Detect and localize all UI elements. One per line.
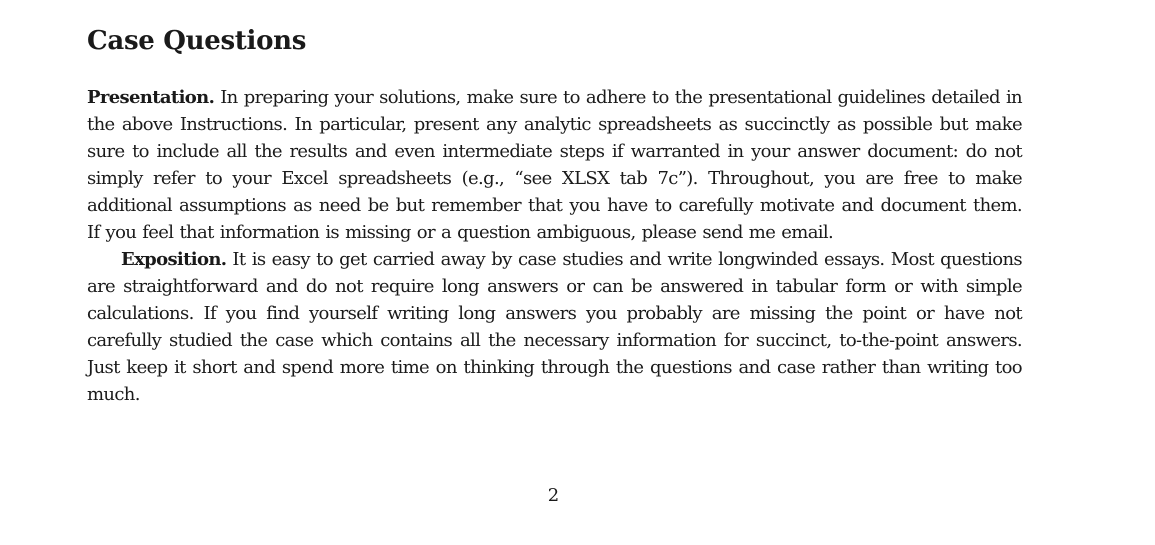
paragraph-presentation bbox=[87, 84, 1022, 246]
paragraph-text-exposition: It is easy to get carried away by case studies and write longwinded essays. Most questions are straightforward and do not require long answers or can be answered in tabular form or with simple calculations. If you find yourself writing long answers you probably are missing the point or have not carefully studied the case which contains all the necessary information for succinct, to-the-point answers. Just keep it short and spend more time on thinking through the questions and case rather than writing too much. bbox=[87, 249, 1022, 405]
paragraph-text-presentation: In preparing your solutions, make sure to adhere to the presentational guidelines detailed in the above Instructions. In particular, present any analytic spreadsheets as succinctly as possible but make sure to include all the results and even intermediate steps if warranted in your answer document: do not simply refer to your Excel spreadsheets (e.g., “see XLSX tab 7c”). Throughout, you are free to make additional assumptions as need be but remember that you have to carefully motivate and document them. If you feel that information is missing or a question ambiguous, please send me email. bbox=[87, 87, 1022, 243]
paragraph-heading-presentation: Presentation. bbox=[87, 87, 215, 108]
paragraph-exposition bbox=[87, 246, 1022, 408]
paragraph-heading-exposition: Exposition. bbox=[121, 249, 227, 270]
section-body bbox=[87, 84, 1022, 408]
section-title: Case Questions bbox=[87, 26, 307, 56]
page-number: 2 bbox=[547, 485, 560, 506]
